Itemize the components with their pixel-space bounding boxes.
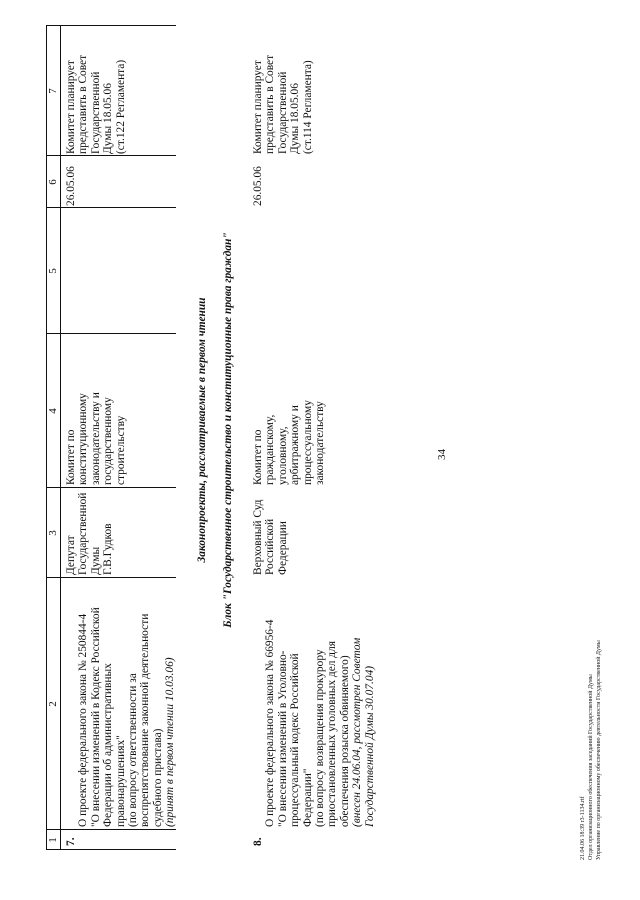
- footer-department-line: Отдел организационного обеспечения заседаний Государственной Думы: [588, 674, 594, 860]
- bill-title-text: О проекте федерального закона № 250844-4 "О внесении изменений в Кодекс Российской Федерации об административных правонарушениях" (по вопросу ответственности за воспрепятствование законной деятельности судебного пристава): [77, 607, 164, 827]
- header-row-divider: [60, 25, 61, 850]
- column-header: 2: [47, 701, 59, 707]
- block-heading: Блок "Государственное строительство и конституционные права граждан": [222, 232, 234, 628]
- column-header: 7: [47, 88, 59, 94]
- section-heading: Законопроекты, рассматриваемые в первом чтении: [196, 297, 208, 563]
- bill-author: Верховный Суд Российской Федерации: [252, 499, 289, 575]
- column-header: 1: [47, 837, 59, 843]
- date-cell: 26.05.06: [65, 166, 77, 206]
- column-header: 5: [47, 268, 59, 274]
- date-cell: 26.05.06: [252, 166, 264, 206]
- row-number: 8.: [252, 837, 264, 846]
- footer-directorate-line: Управление по организационному обеспечению деятельности Государственной Думы: [596, 640, 602, 860]
- table-border-left: [46, 849, 176, 850]
- responsible-committee: Комитет по гражданскому, уголовному, арбитражному и процессуальному законодательству: [252, 400, 327, 485]
- bill-title: [65, 577, 189, 827]
- bill-title: [252, 577, 388, 827]
- footer-file-line: 21.04.06 18:39 r3-1134.rtf: [580, 796, 586, 860]
- bill-status-note: (принят в первом чтении 10.03.06): [164, 657, 177, 827]
- bill-author: Депутат Государственной Думы Г.В.Гудков: [65, 492, 115, 575]
- column-divider: [46, 829, 176, 830]
- remark-cell: Комитет планирует представить в Совет Государственной Думы 18.05.06 (ст.114 Регламента): [252, 54, 314, 154]
- column-divider: [46, 487, 176, 488]
- column-divider: [46, 333, 176, 334]
- responsible-committee: Комитет по конституционному законодательству и государственному строительству: [65, 392, 127, 485]
- bill-title-text: О проекте федерального закона № 66956-4 "О внесении изменений в Уголовно- процессуальный кодекс Российской Федерации" (по вопросу возвращения прокурору приостановленных уголовных дел для обеспечения розыска обвиняемого): [264, 619, 351, 827]
- column-header: 6: [47, 179, 59, 185]
- row-number: 7.: [65, 837, 77, 846]
- column-header: 3: [47, 530, 59, 536]
- remark-cell: Комитет планирует представить в Совет Государственной Думы 18.05.06 (ст.122 Регламента): [65, 54, 127, 154]
- page-number: 34: [436, 449, 448, 460]
- column-header: 4: [47, 408, 59, 414]
- bill-status-note: (внесен 24.06.04, рассмотрен Советом Государственной Думы 30.07.04): [351, 637, 376, 827]
- column-divider: [46, 207, 176, 208]
